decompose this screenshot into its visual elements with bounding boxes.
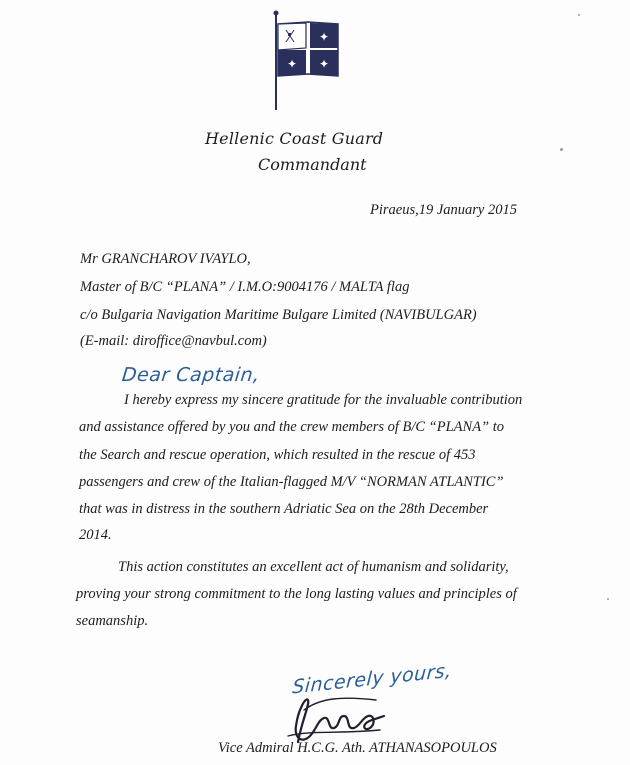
paragraph2-line: seamanship. [76,613,149,629]
paragraph1-line: that was in distress in the southern Adriatic Sea on the 28th December [79,501,489,517]
paragraph1-line: passengers and crew of the Italian-flagged M/V “NORMAN ATLANTIC” [79,474,504,490]
coast-guard-flag-emblem-icon [268,10,348,110]
paper-speck [560,148,563,151]
organization-title: Commandant [258,155,367,174]
svg-text:✦: ✦ [286,57,298,71]
svg-text:✦: ✦ [318,57,330,71]
paragraph1-line: and assistance offered by you and the crew members of B/C “PLANA” to [79,419,505,435]
paper-speck [578,14,580,16]
signatory-name: Vice Admiral H.C.G. Ath. ATHANASOPOULOS [218,740,497,756]
place-and-date: Piraeus,19 January 2015 [370,202,517,218]
paragraph1-line: the Search and rescue operation, which resulted in the rescue of 453 [79,447,476,463]
organization-name: Hellenic Coast Guard [205,129,384,148]
paragraph1-line: 2014. [79,527,112,543]
paragraph1-line: I hereby express my sincere gratitude for the invaluable contribution [124,392,523,408]
paragraph2-line: proving your strong commitment to the long lasting values and principles of [76,586,517,602]
paper-speck [607,598,609,600]
svg-text:✦: ✦ [318,30,330,44]
recipient-name: Mr GRANCHAROV IVAYLO, [80,251,251,267]
recipient-vessel: Master of B/C “PLANA” / I.M.O:9004176 / MALTA flag [80,279,410,295]
recipient-company: c/o Bulgaria Navigation Maritime Bulgare Limited (NAVIBULGAR) [80,307,477,323]
paragraph2-line: This action constitutes an excellent act of humanism and solidarity, [118,559,509,575]
handwritten-closing: Sincerely yours, [291,659,453,699]
recipient-email: (E-mail: diroffice@navbul.com) [80,333,267,349]
handwritten-greeting: Dear Captain, [120,364,261,386]
